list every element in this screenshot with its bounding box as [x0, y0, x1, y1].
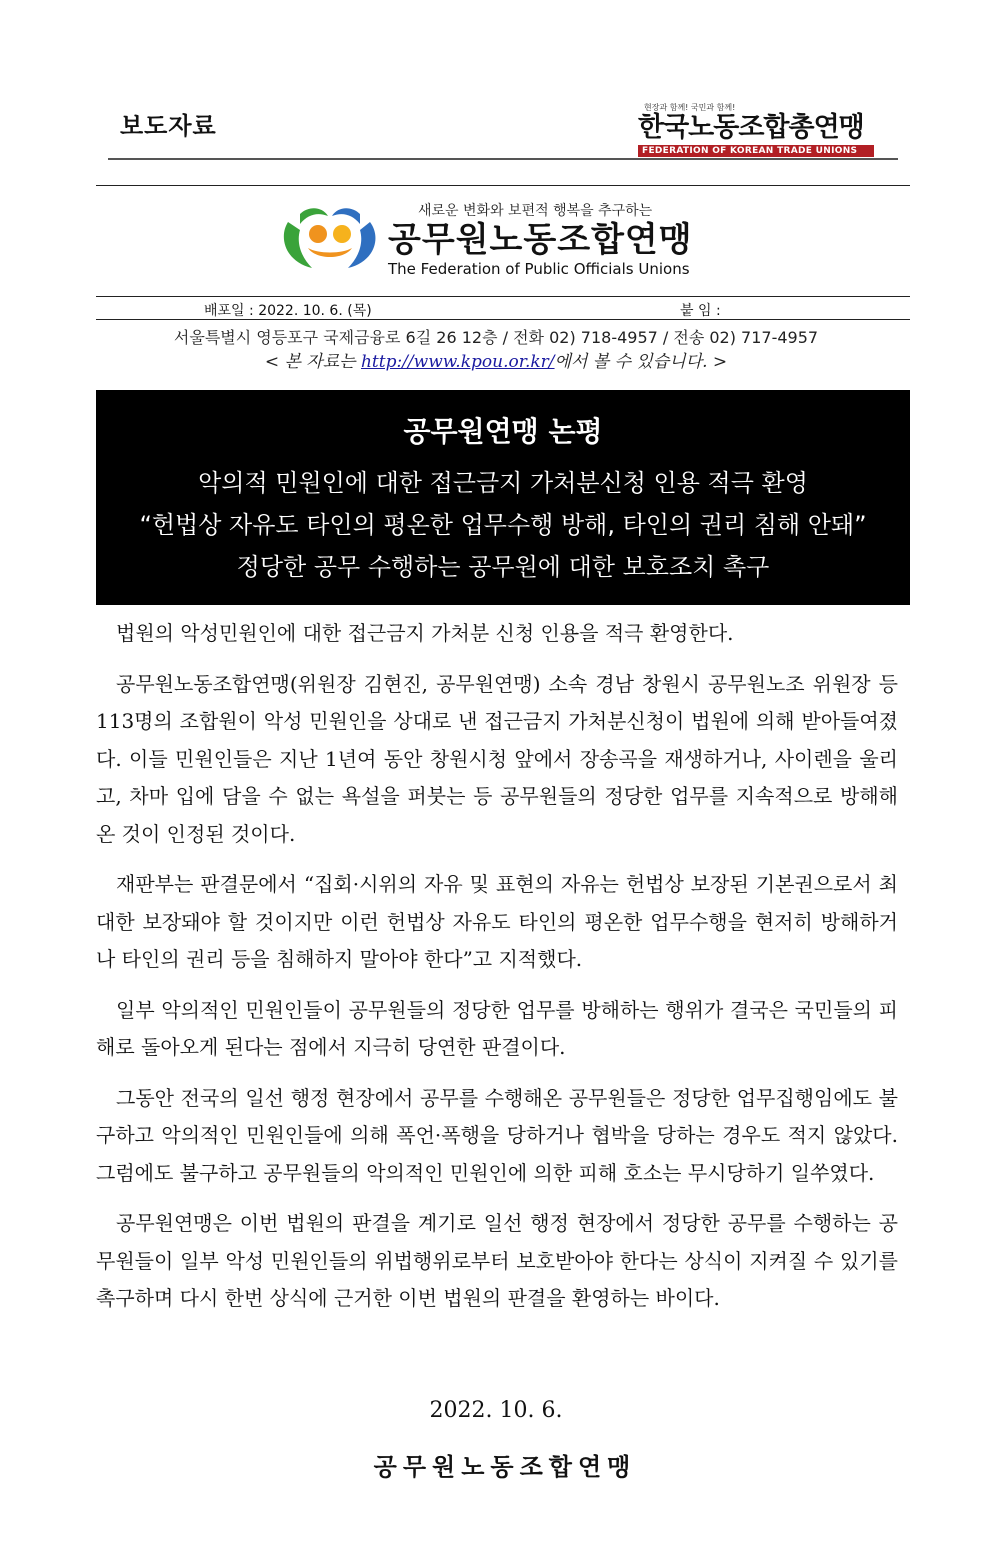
- org-text: [388, 200, 693, 278]
- top-divider: [108, 158, 898, 160]
- paragraph-1: 법원의 악성민원인에 대한 접근금지 가처분 신청 인용을 적극 환영한다.: [116, 621, 734, 645]
- org-slogan: 새로운 변화와 보편적 행복을 추구하는: [418, 203, 653, 219]
- paragraph-3: 재판부는 판결문에서 “집회·시위의 자유 및 표현의 자유는 헌법상 보장된 기본권으로서 최대한 보장돼야 할 것이지만 이런 헌법상 자유도 타인의 평온한 업무수행을 현저히 방해하거나 타인의 권리 등을 침해하지 말아야 한다”고 지적했다.: [96, 872, 898, 971]
- org-logo-icon: [278, 204, 382, 272]
- contact-address: 서울특별시 영등포구 국제금융로 6길 26 12층 / 전화 02) 718-4957 / 전송 02) 717-4957: [173, 328, 819, 347]
- title-sub-1: 악의적 민원인에 대한 접근금지 가처분신청 인용 적극 환영: [198, 469, 808, 497]
- paragraph-4: 일부 악의적인 민원인들이 공무원들의 정당한 업무를 방해하는 행위가 결국은 국민들의 피해로 돌아오게 된다는 점에서 지극히 당연한 판결이다.: [96, 997, 898, 1059]
- fktu-name-ko: 한국노동조합총연맹: [638, 112, 864, 143]
- org-block: [278, 200, 738, 280]
- fktu-motto: 현장과 함께! 국민과 함께!: [644, 103, 736, 112]
- title-main: 공무원연맹 논평: [403, 415, 603, 448]
- fktu-name-en: FEDERATION OF KOREAN TRADE UNIONS: [638, 145, 874, 157]
- view-note-suffix: 에서 볼 수 있습니다. >: [554, 352, 728, 372]
- paragraph-2: 공무원노동조합연맹(위원장 김현진, 공무원연맹) 소속 경남 창원시 공무원노조 위원장 등 113명의 조합원이 악성 민원인을 상대로 낸 접근금지 가처분신청이 법원에 의해 받아들여졌다. 이들 민원인들은 지난 1년여 동안 창원시청 앞에서 장송곡을 재생하거나, 사이렌을 울리고, 차마 입에 담을 수 없는 욕설을 퍼붓는 등 공무원들의 정당한 업무를 지속적으로 방해해온 것이 인정된 것이다.: [96, 671, 898, 846]
- paragraph-5: 그동안 전국의 일선 행정 현장에서 공무를 수행해온 공무원들은 정당한 업무집행임에도 불구하고 악의적인 민원인들에 의해 폭언·폭행을 당하거나 협박을 당하는 경우도 적지 않았다. 그럼에도 불구하고 공무원들의 악의적인 민원인에 의한 피해 호소는 무시당하기 일쑤였다.: [96, 1085, 898, 1185]
- fktu-logo: [638, 102, 888, 157]
- title-sub-3: 정당한 공무 수행하는 공무원에 대한 보호조치 촉구: [236, 553, 770, 581]
- title-sub-2: “헌법상 자유도 타인의 평온한 업무수행 방해, 타인의 권리 침해 안돼”: [139, 511, 867, 539]
- attachment-label: 붙 임 :: [680, 303, 721, 319]
- signature-date: 2022. 10. 6.: [429, 1398, 563, 1423]
- org-name: 공무원노동조합연맹: [388, 220, 693, 260]
- press-release-label: 보도자료: [120, 112, 217, 140]
- signature-org: 공무원노동조합연맹: [373, 1452, 637, 1481]
- meta-row: [96, 296, 910, 320]
- frame-top-rule: [96, 185, 910, 186]
- view-note: [0, 347, 992, 372]
- website-link[interactable]: http://www.kpou.or.kr/: [360, 352, 555, 372]
- paragraph-6: 공무원연맹은 이번 법원의 판결을 계기로 일선 행정 현장에서 정당한 공무를 수행하는 공무원들이 일부 악성 민원인들의 위법행위로부터 보호받아야 한다는 상식이 지켜질 수 있기를 촉구하며 다시 한번 상식에 근거한 이번 법원의 판결을 환영하는 바이다.: [96, 1211, 898, 1310]
- title-box: [96, 390, 910, 605]
- org-name-en: The Federation of Public Officials Unions: [388, 260, 690, 278]
- view-note-prefix: < 본 자료는: [264, 352, 361, 372]
- body-text: [96, 615, 898, 1331]
- release-date: 배포일 : 2022. 10. 6. (목): [204, 303, 372, 319]
